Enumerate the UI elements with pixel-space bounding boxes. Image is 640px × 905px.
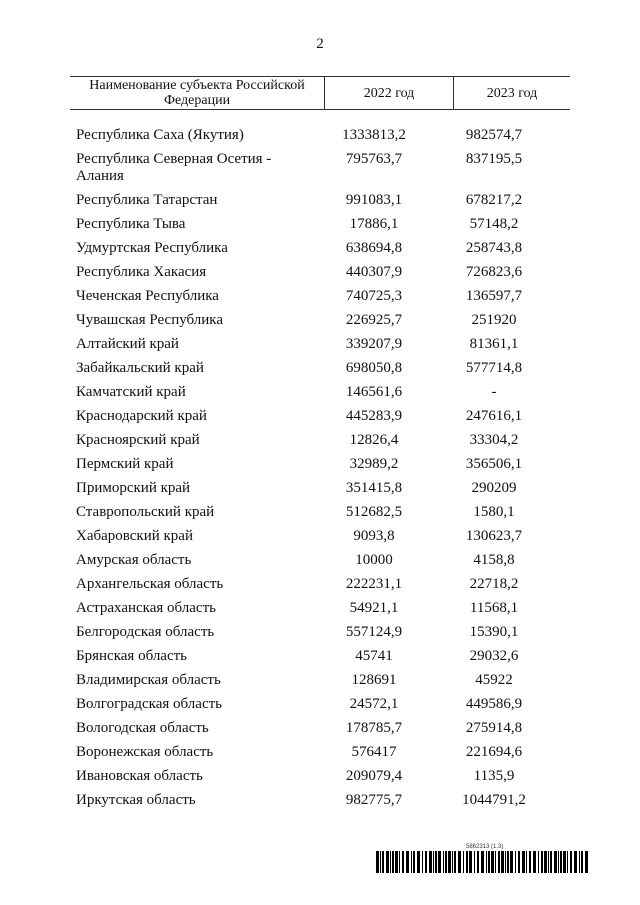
- subject-name: Амурская область: [76, 552, 192, 568]
- table-row: [76, 648, 556, 665]
- value-2023: 15390,1: [469, 624, 519, 640]
- value-2023: 45922: [475, 672, 513, 688]
- value-2023: 130623,7: [465, 528, 523, 544]
- value-2023: 449586,9: [465, 696, 523, 712]
- value-2023: 251920: [471, 312, 517, 328]
- value-2022: 991083,1: [345, 192, 403, 208]
- table-body: [76, 127, 556, 816]
- subject-name: Республика Татарстан: [76, 192, 218, 208]
- subject-name: Республика Хакасия: [76, 264, 207, 280]
- value-2023: 136597,7: [465, 288, 523, 304]
- table-row: [76, 504, 556, 521]
- table-row: [76, 720, 556, 737]
- subject-name: Забайкальский край: [76, 360, 204, 376]
- header-year-2023: 2023 год: [486, 85, 538, 101]
- subject-name: Чеченская Республика: [76, 288, 219, 304]
- value-2022: 638694,8: [345, 240, 403, 256]
- value-2022: 698050,8: [345, 360, 403, 376]
- table-row: [76, 696, 556, 713]
- value-2022: 12826,4: [349, 432, 399, 448]
- table-row: [76, 768, 556, 785]
- value-2022: 54921,1: [349, 600, 399, 616]
- subject-name: Иркутская область: [76, 792, 196, 808]
- table-header: [70, 76, 570, 110]
- subject-name: Белгородская область: [76, 624, 215, 640]
- table-row: [76, 384, 556, 401]
- value-2022: 209079,4: [345, 768, 403, 784]
- value-2022: 351415,8: [345, 480, 403, 496]
- value-2022: 45741: [355, 648, 393, 664]
- value-2023: 837195,5: [465, 151, 523, 167]
- value-2022: 222231,1: [345, 576, 403, 592]
- subject-name: Воронежская область: [76, 744, 214, 760]
- value-2023: 678217,2: [465, 192, 523, 208]
- value-2023: 577714,8: [465, 360, 523, 376]
- value-2022: 32989,2: [349, 456, 399, 472]
- value-2023: 1580,1: [473, 504, 515, 520]
- table-row: [76, 216, 556, 233]
- value-2023: 29032,6: [469, 648, 519, 664]
- value-2023: 221694,6: [465, 744, 523, 760]
- value-2023: 81361,1: [469, 336, 519, 352]
- value-2022: 576417: [351, 744, 397, 760]
- table-row: [76, 744, 556, 761]
- table-row: [76, 456, 556, 473]
- subject-name: Астраханская область: [76, 600, 216, 616]
- value-2023: -: [491, 384, 497, 400]
- table-row: [76, 336, 556, 353]
- value-2022: 1333813,2: [342, 127, 406, 143]
- table-row: [76, 576, 556, 593]
- value-2023: 258743,8: [465, 240, 523, 256]
- table-row: [76, 127, 556, 144]
- table-row: [76, 151, 556, 185]
- table-row: [76, 264, 556, 281]
- value-2022: 226925,7: [345, 312, 403, 328]
- value-2023: 290209: [471, 480, 517, 496]
- value-2023: 4158,8: [473, 552, 515, 568]
- table-row: [76, 528, 556, 545]
- value-2022: 128691: [351, 672, 397, 688]
- barcode-image: [376, 851, 590, 873]
- value-2022: 740725,3: [345, 288, 403, 304]
- value-2023: 275914,8: [465, 720, 523, 736]
- table-row: [76, 600, 556, 617]
- value-2023: 33304,2: [469, 432, 519, 448]
- table-row: [76, 408, 556, 425]
- table-row: [76, 432, 556, 449]
- value-2023: 1044791,2: [462, 792, 526, 808]
- value-2022: 440307,9: [345, 264, 403, 280]
- subject-name: Хабаровский край: [76, 528, 193, 544]
- subject-name: Чувашская Республика: [76, 312, 224, 328]
- subject-name: Камчатский край: [76, 384, 186, 400]
- value-2022: 339207,9: [345, 336, 403, 352]
- table-row: [76, 192, 556, 209]
- subject-name: Алтайский край: [76, 336, 179, 352]
- value-2022: 445283,9: [345, 408, 403, 424]
- table-row: [76, 360, 556, 377]
- table-row: [76, 624, 556, 641]
- value-2023: 356506,1: [465, 456, 523, 472]
- value-2023: 22718,2: [469, 576, 519, 592]
- table-row: [76, 312, 556, 329]
- value-2023: 982574,7: [465, 127, 523, 143]
- value-2023: 247616,1: [465, 408, 523, 424]
- value-2022: 24572,1: [349, 696, 399, 712]
- subject-name: Ивановская область: [76, 768, 203, 784]
- table-row: [76, 480, 556, 497]
- subject-name: Ставропольский край: [76, 504, 215, 520]
- subject-name: Приморский край: [76, 480, 191, 496]
- table-row: [76, 288, 556, 305]
- subject-name: Республика Тыва: [76, 216, 186, 232]
- header-subject-name: Наименование субъекта Российской Федерации: [70, 77, 325, 109]
- subject-name: Волгоградская область: [76, 696, 222, 712]
- value-2023: 11568,1: [469, 600, 519, 616]
- value-2022: 146561,6: [345, 384, 403, 400]
- subject-name: Пермский край: [76, 456, 174, 472]
- table-row: [76, 792, 556, 809]
- barcode-number: 5862313 (1.3): [466, 844, 504, 850]
- page-number: 2: [316, 36, 324, 52]
- value-2022: 512682,5: [345, 504, 403, 520]
- subject-name: Брянская область: [76, 648, 188, 664]
- subject-name: Республика Саха (Якутия): [76, 127, 244, 143]
- header-year-2022: 2022 год: [325, 77, 454, 109]
- subject-name: Владимирская область: [76, 672, 221, 688]
- subject-name: Удмуртская Республика: [76, 240, 228, 256]
- value-2022: 178785,7: [345, 720, 403, 736]
- subject-name: Республика Северная Осетия - Алания: [76, 151, 272, 184]
- value-2022: 10000: [355, 552, 393, 568]
- value-2023: 57148,2: [469, 216, 519, 232]
- value-2022: 17886,1: [349, 216, 399, 232]
- value-2023: 726823,6: [465, 264, 523, 280]
- subject-name: Красноярский край: [76, 432, 200, 448]
- value-2022: 9093,8: [353, 528, 395, 544]
- subject-name: Архангельская область: [76, 576, 224, 592]
- table-row: [76, 240, 556, 257]
- table-row: [76, 552, 556, 569]
- subject-name: Вологодская область: [76, 720, 209, 736]
- value-2023: 1135,9: [473, 768, 515, 784]
- table-row: [76, 672, 556, 689]
- subject-name: Краснодарский край: [76, 408, 207, 424]
- value-2022: 557124,9: [345, 624, 403, 640]
- value-2022: 982775,7: [345, 792, 403, 808]
- value-2022: 795763,7: [345, 151, 403, 167]
